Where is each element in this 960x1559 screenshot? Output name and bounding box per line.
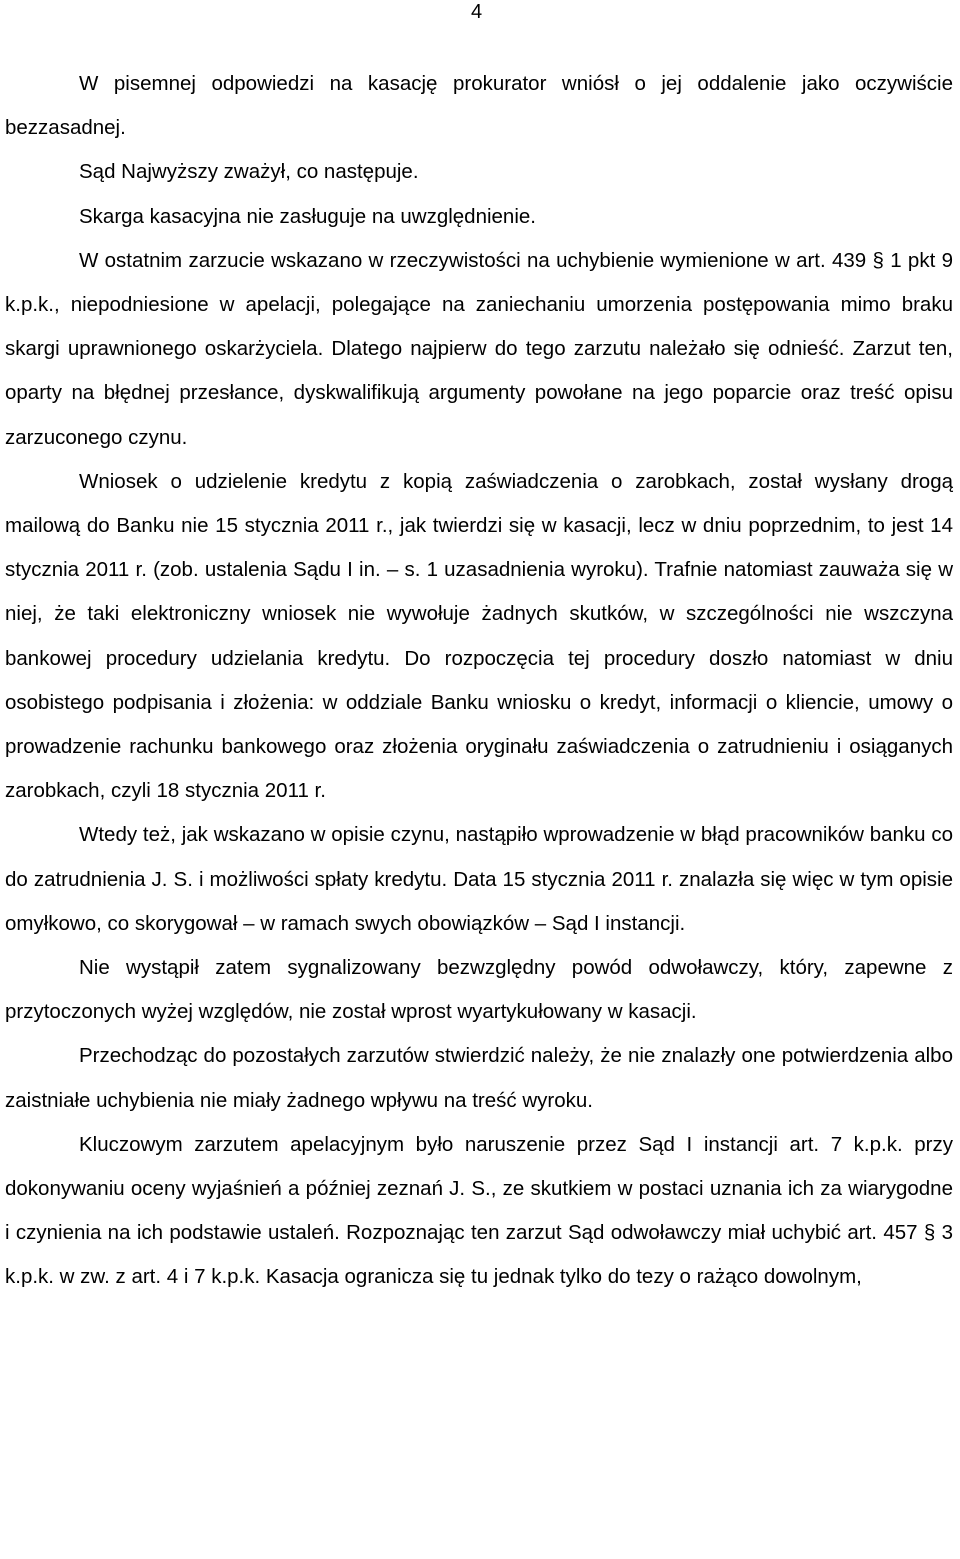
paragraph: Przechodząc do pozostałych zarzutów stwierdzić należy, że nie znalazły one potwierdzenia albo zaistniałe uchybienia nie miały żadnego wpływu na treść wyroku. [5, 1044, 953, 1112]
paragraph: W ostatnim zarzucie wskazano w rzeczywistości na uchybienie wymienione w art. 439 § 1 pkt 9 k.p.k., niepodniesione w apelacji, polegające na zaniechaniu umorzenia postępowania mimo braku skargi uprawnionego oskarżyciela. Dlatego najpierw do tego zarzutu należało się odnieść. Zarzut ten, oparty na błędnej przesłance, dyskwalifikują argumenty powołane na jego poparcie oraz treść opisu zarzuconego czynu. [5, 248, 953, 449]
page-number: 4 [471, 1, 483, 23]
paragraph: W pisemnej odpowiedzi na kasację prokurator wniósł o jej oddalenie jako oczywiście bezzasadnej. [5, 72, 953, 140]
document-body [5, 62, 953, 1300]
paragraph: Sąd Najwyższy zważył, co następuje. [79, 160, 419, 184]
paragraph: Skarga kasacyjna nie zasługuje na uwzględnienie. [79, 204, 536, 228]
paragraph: Kluczowym zarzutem apelacyjnym było naruszenie przez Sąd I instancji art. 7 k.p.k. przy dokonywaniu oceny wyjaśnień a później zeznań J. S., ze skutkiem w postaci uznania ich za wiarygodne i czynienia na ich podstawie ustaleń. Rozpoznając ten zarzut Sąd odwoławczy miał uchybić art. 457 § 3 k.p.k. w zw. z art. 4 i 7 k.p.k. Kasacja ogranicza się tu jednak tylko do tezy o rażąco dowolnym, [5, 1132, 953, 1289]
paragraph: Wtedy też, jak wskazano w opisie czynu, nastąpiło wprowadzenie w błąd pracowników banku co do zatrudnienia J. S. i możliwości spłaty kredytu. Data 15 stycznia 2011 r. znalazła się więc w tym opisie omyłkowo, co skorygował – w ramach swych obowiązków – Sąd I instancji. [5, 823, 953, 935]
paragraph: Wniosek o udzielenie kredytu z kopią zaświadczenia o zarobkach, został wysłany drogą mailową do Banku nie 15 stycznia 2011 r., jak twierdzi się w kasacji, lecz w dniu poprzednim, to jest 14 stycznia 2011 r. (zob. ustalenia Sądu I in. – s. 1 uzasadnienia wyroku). Trafnie natomiast zauważa się w niej, że taki elektroniczny wniosek nie wywołuje żadnych skutków, w szczególności nie wszczyna bankowej procedury udzielania kredytu. Do rozpoczęcia tej procedury doszło natomiast w dniu osobistego podpisania i złożenia: w oddziale Banku wniosku o kredyt, informacji o kliencie, umowy o prowadzenie rachunku bankowego oraz złożenia oryginału zaświadczenia o zatrudnieniu i osiąganych zarobkach, czyli 18 stycznia 2011 r. [5, 469, 953, 803]
paragraph: Nie wystąpił zatem sygnalizowany bezwzględny powód odwoławczy, który, zapewne z przytoczonych wyżej względów, nie został wprost wyartykułowany w kasacji. [5, 956, 953, 1024]
